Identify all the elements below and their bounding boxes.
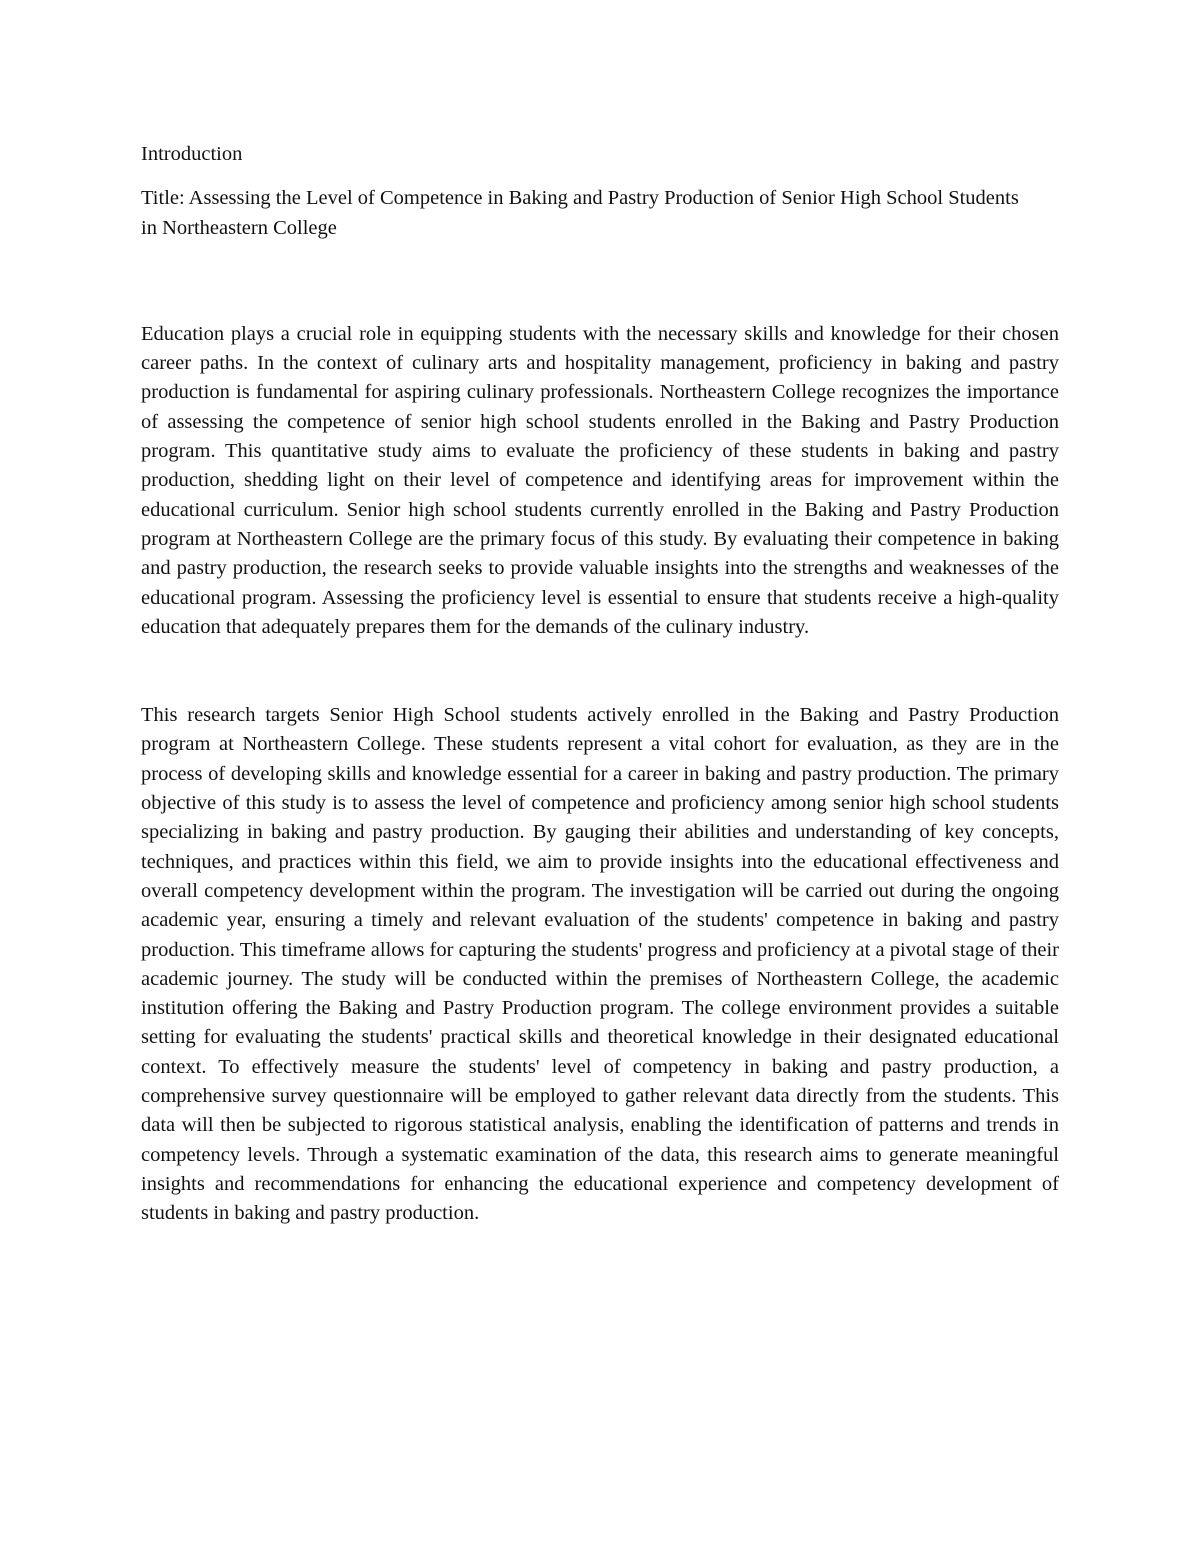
section-heading: Introduction [141,143,243,165]
paragraph-scope: This research targets Senior High School students actively enrolled in the Baking and Pastry Production program at Northeastern College. These students represent a vital cohort for evaluation, as they are in the process of developing skills and knowledge essential for a career in baking and pastry production. The primary objective of this study is to assess the level of competence and proficiency among senior high school students specializing in baking and pastry production. By gauging their abilities and understanding of key concepts, techniques, and practices within this field, we aim to provide insights into the educational effectiveness and overall competency development within the program. The investigation will be carried out during the ongoing academic year, ensuring a timely and relevant evaluation of the students' competence in baking and pastry production. This timeframe allows for capturing the students' progress and proficiency at a pivotal stage of their academic journey. The study will be conducted within the premises of Northeastern College, the academic institution offering the Baking and Pastry Production program. The college environment provides a suitable setting for evaluating the students' practical skills and theoretical knowledge in their designated educational context. To effectively measure the students' level of competency in baking and pastry production, a comprehensive survey questionnaire will be employed to gather relevant data directly from the students. This data will then be subjected to rigorous statistical analysis, enabling the identification of patterns and trends in competency levels. Through a systematic examination of the data, this research aims to generate meaningful insights and recommendations for enhancing the educational experience and competency development of students in baking and pastry production. [141,704,1059,1225]
document-title: Title: Assessing the Level of Competence in Baking and Pastry Production of Senior High School Students in Northeastern College [141,187,1019,239]
document-body [141,140,1059,1229]
paragraph-context: Education plays a crucial role in equipping students with the necessary skills and knowledge for their chosen career paths. In the context of culinary arts and hospitality management, proficiency in baking and pastry production is fundamental for aspiring culinary professionals. Northeastern College recognizes the importance of assessing the competence of senior high school students enrolled in the Baking and Pastry Production program. This quantitative study aims to evaluate the proficiency of these students in baking and pastry production, shedding light on their level of competence and identifying areas for improvement within the educational curriculum. Senior high school students currently enrolled in the Baking and Pastry Production program at Northeastern College are the primary focus of this study. By evaluating their competence in baking and pastry production, the research seeks to provide valuable insights into the strengths and weaknesses of the educational program. Assessing the proficiency level is essential to ensure that students receive a high-quality education that adequately prepares them for the demands of the culinary industry. [141,322,1059,638]
